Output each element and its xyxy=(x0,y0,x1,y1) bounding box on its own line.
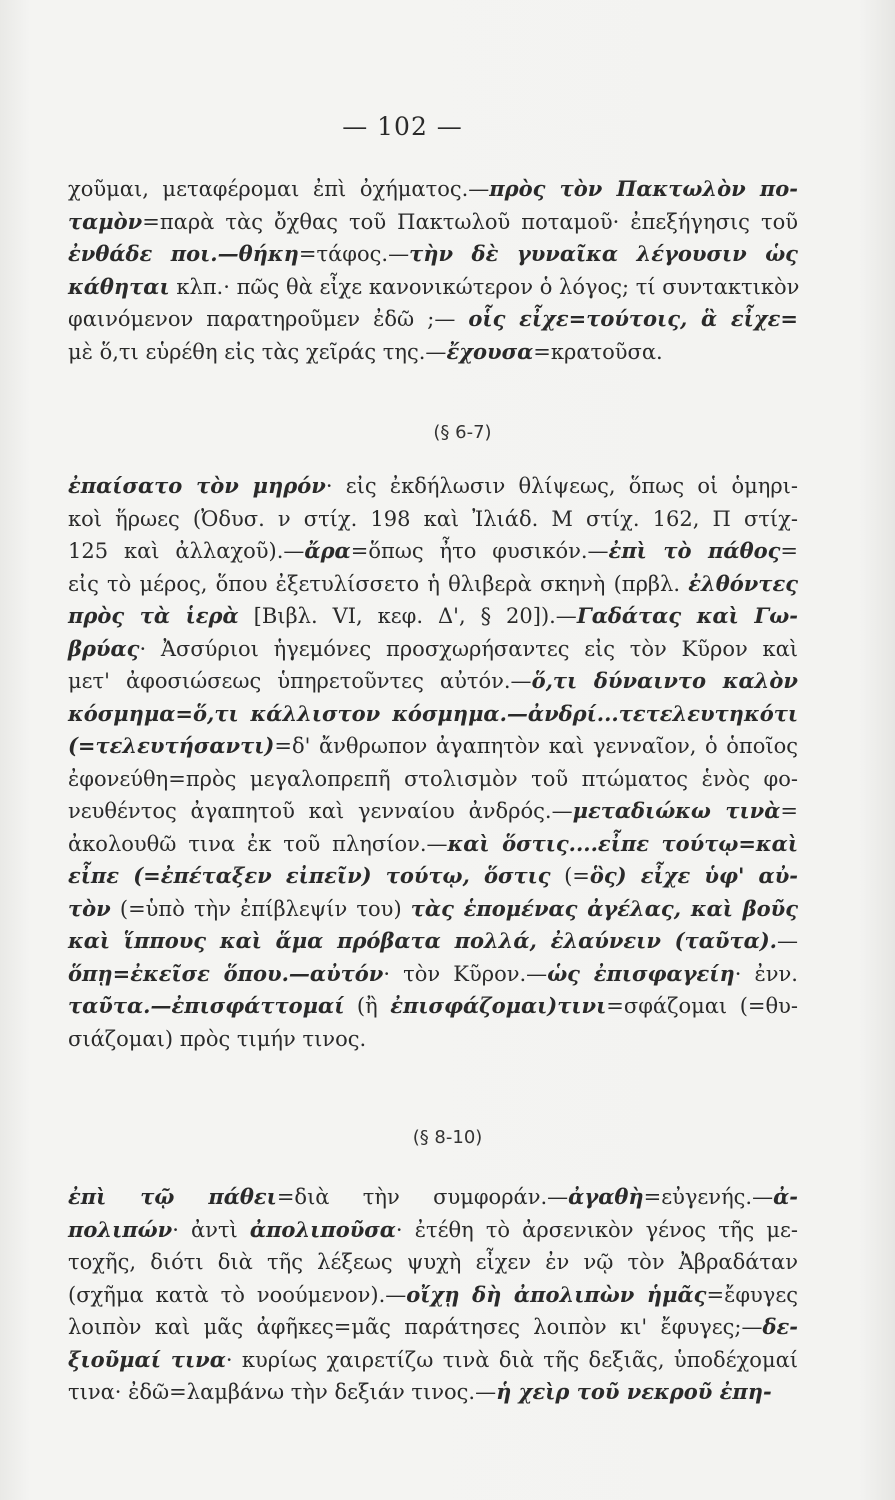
lemma-text: εἶπε (=ἐπέταξεν εἰπεῖν) τούτῳ, ὅστις xyxy=(68,863,551,888)
text-line xyxy=(68,763,798,796)
text-line xyxy=(68,1246,798,1279)
section-heading-6-7: (§ 6-7) xyxy=(433,422,492,443)
gloss-text: 125 καὶ ἀλλαχοῦ).— xyxy=(68,539,305,563)
text-line xyxy=(68,271,798,304)
text-line xyxy=(68,1023,798,1056)
lemma-text: οἷς εἶχε=τούτοις, ἃ εἶχε= xyxy=(468,306,798,331)
lemma-text: ἀγαθὴ xyxy=(568,1184,644,1209)
gloss-text: · κυρίως χαιρετίζω τινὰ διὰ τῆς δεξιᾶς, ὑποδέχομαί xyxy=(225,1347,799,1372)
lemma-text: τὴν δὲ γυναῖκα λέγουσιν ὡς xyxy=(409,241,798,266)
paragraph-2 xyxy=(68,470,798,1055)
lemma-text: Γαδάτας καὶ Γω- xyxy=(576,603,798,628)
gloss-text: [Βιβλ. VI, κεφ. Δ', § 20]).— xyxy=(238,604,577,628)
gloss-text: (= xyxy=(550,864,590,888)
lemma-text: ἄρα xyxy=(304,538,351,563)
text-line xyxy=(68,925,798,958)
gloss-text: κοὶ ἥρωες (Ὀδυσ. ν στίχ. 198 καὶ Ἰλιάδ. Μ στίχ. 162, Π στίχ- xyxy=(68,506,798,531)
text-line xyxy=(68,535,798,568)
lemma-text: ὅπῃ=ἐκεῖσε ὅπου.—αὐτόν xyxy=(68,960,384,986)
gloss-text: μὲ ὅ,τι εὑρέθη εἰς τὰς χεῖράς της.— xyxy=(68,339,447,364)
lemma-text: καὶ ὅστις....εἶπε τούτῳ=καὶ xyxy=(447,830,798,856)
lemma-text: ἐπαίσατο τὸν μηρόν xyxy=(68,473,326,498)
lemma-text: πρὸς τὸν Πακτωλὸν πο- xyxy=(489,176,798,201)
gloss-text: εἰς τὸ μέρος, ὅπου ἐξετυλίσσετο ἡ θλιβερὰ σκηνὴ (πρβλ. xyxy=(68,571,689,596)
gloss-text: =δ' ἄνθρωπον ἀγαπητὸν καὶ γενναῖον, ὁ ὁποῖος xyxy=(274,734,798,758)
gloss-text: τοχῆς, διότι διὰ τῆς λέξεως ψυχὴ εἶχεν ἐν νῷ τὸν Ἀβραδάταν xyxy=(68,1250,798,1274)
gloss-text: · Ἀσσύριοι ἡγεμόνες προσχωρήσαντες εἰς τὸν Κῦρον καὶ xyxy=(139,636,798,661)
gloss-text: · τὸν Κῦρον.— xyxy=(383,961,548,986)
gloss-text: = xyxy=(780,799,798,823)
text-line xyxy=(68,336,798,369)
section-heading-8-10: (§ 8-10) xyxy=(412,1127,483,1148)
gloss-text: =κρατοῦσα. xyxy=(533,339,663,364)
lemma-text: πολιπών xyxy=(68,1216,173,1242)
lemma-text: οἴχῃ δὴ ἀπολιπὼν ἡμᾶς xyxy=(406,1281,707,1307)
text-line xyxy=(68,1311,798,1344)
text-line xyxy=(68,990,798,1023)
gloss-text: ἐφονεύθη=πρὸς μεγαλοπρεπῆ στολισμὸν τοῦ πτώματος ἑνὸς φο- xyxy=(68,766,798,791)
gloss-text: =ὅπως ἦτο φυσικόν.— xyxy=(350,539,609,563)
gloss-text: νευθέντος ἀγαπητοῦ καὶ γενναίου ἀνδρός.— xyxy=(68,799,573,823)
lemma-text: (=τελευτήσαντι) xyxy=(68,733,275,758)
paragraph-1 xyxy=(68,173,798,368)
text-line xyxy=(68,1181,798,1214)
lemma-text: ὅ,τι δύναιντο καλὸν xyxy=(531,668,798,693)
gloss-text: = xyxy=(780,539,798,563)
gloss-text: · ἐνν. xyxy=(734,961,798,986)
lemma-text: ξιοῦμαί τινα xyxy=(68,1346,226,1372)
text-line xyxy=(68,470,798,503)
lemma-text: μεταδιώκω τινὰ xyxy=(572,798,781,823)
gloss-text: =διὰ τὴν συμφοράν.— xyxy=(276,1185,569,1209)
text-line xyxy=(68,503,798,536)
gloss-text: (=ὑπὸ τὴν ἐπίβλεψίν του) xyxy=(110,896,411,921)
lemma-text: κόσμημα=ὅ,τι κάλλιστον κόσμημα.—ἀνδρί...τετελευτηκότι xyxy=(68,700,798,726)
gloss-text: =παρὰ τὰς ὄχθας τοῦ Πακτωλοῦ ποταμοῦ· ἐπεξήγησις τοῦ xyxy=(142,209,798,234)
lemma-text: ἐλθόντες xyxy=(688,570,798,596)
text-line xyxy=(68,698,798,731)
gloss-text: κλπ.· πῶς θὰ εἶχε κανονικώτερον ὁ λόγος; τί συντακτικὸν xyxy=(169,274,800,299)
gloss-text: μετ' ἀφοσιώσεως ὑπηρετοῦντες αὐτόν.— xyxy=(68,669,532,693)
gloss-text: =τάφος.— xyxy=(298,242,410,266)
text-line xyxy=(68,568,798,601)
lemma-text: πρὸς τὰ ἱερὰ xyxy=(68,603,239,628)
lemma-text: καὶ ἵππους καὶ ἅμα πρόβατα πολλά, ἐλαύνειν (ταῦτα). xyxy=(68,928,777,953)
gloss-text: φαινόμενον παρατηροῦμεν ἐδῶ ;— xyxy=(68,307,469,331)
lemma-text: κάθηται xyxy=(68,273,170,299)
lemma-text: ταμὸν xyxy=(68,208,143,234)
gloss-text: σιάζομαι) πρὸς τιμήν τινος. xyxy=(68,1026,367,1051)
text-line xyxy=(68,1344,798,1377)
lemma-text: ταῦτα.—ἐπισφάττομαί xyxy=(68,993,345,1018)
text-line xyxy=(68,1214,798,1247)
text-line xyxy=(68,238,798,271)
text-line xyxy=(68,206,798,239)
gloss-text: (ἢ xyxy=(344,994,391,1018)
paragraph-3 xyxy=(68,1181,798,1409)
text-line xyxy=(68,828,798,861)
text-line xyxy=(68,303,798,336)
gloss-text: · ἐτέθη τὸ ἀρσενικὸν γένος τῆς με- xyxy=(395,1217,798,1242)
gloss-text: · εἰς ἐκδήλωσιν θλίψεως, ὅπως οἱ ὁμηρι- xyxy=(325,474,798,498)
text-line xyxy=(68,665,798,698)
lemma-text: δε- xyxy=(762,1314,798,1339)
gloss-text: χοῦμαι, μεταφέρομαι ἐπὶ ὀχήματος.— xyxy=(68,177,490,201)
lemma-text: ὃς) εἶχε ὑφ' αὐ- xyxy=(589,863,798,888)
lemma-text: ἐπὶ τὸ πάθος xyxy=(608,538,781,563)
gloss-text: =εὐγενής.— xyxy=(643,1185,774,1209)
lemma-text: ἔχουσα xyxy=(446,338,534,364)
gloss-text: — xyxy=(777,929,798,953)
text-line xyxy=(68,730,798,763)
lemma-text: τὰς ἑπομένας ἀγέλας, καὶ βοῦς xyxy=(410,895,798,921)
gloss-text: λοιπὸν καὶ μᾶς ἀφῆκες=μᾶς παράτησες λοιπὸν κι' ἔφυγες;— xyxy=(68,1315,763,1339)
gloss-text: =σφάζομαι (=θυ- xyxy=(606,994,798,1018)
lemma-text: ἐπὶ τῷ πάθει xyxy=(68,1184,277,1209)
text-line xyxy=(68,1376,798,1409)
gloss-text: · ἀντὶ xyxy=(172,1217,250,1242)
page-number: — 102 — xyxy=(342,112,463,141)
lemma-text: βρύας xyxy=(68,635,140,661)
lemma-text: ἐπισφάζομαι)τινι xyxy=(390,993,607,1018)
gloss-text: =ἔφυγες xyxy=(706,1282,798,1307)
text-line xyxy=(68,860,798,893)
lemma-text: ἀπολιποῦσα xyxy=(249,1216,396,1242)
text-line xyxy=(68,893,798,926)
gloss-text: ἀκολουθῶ τινα ἐκ τοῦ πλησίον.— xyxy=(68,831,448,856)
lemma-text: ἡ χεὶρ τοῦ νεκροῦ ἐπη- xyxy=(496,1379,772,1404)
lemma-text: ἀ- xyxy=(773,1184,798,1209)
gloss-text: (σχῆμα κατὰ τὸ νοούμενον).— xyxy=(68,1282,407,1307)
lemma-text: ὡς ἐπισφαγείη xyxy=(547,960,735,986)
text-line xyxy=(68,1279,798,1312)
text-line xyxy=(68,958,798,991)
text-line xyxy=(68,633,798,666)
gloss-text: τινα· ἐδῶ=λαμβάνω τὴν δεξιάν τινος.— xyxy=(68,1380,497,1404)
text-line xyxy=(68,795,798,828)
lemma-text: ἐνθάδε ποι.—θήκη xyxy=(68,241,299,266)
lemma-text: τὸν xyxy=(68,895,111,921)
text-line xyxy=(68,173,798,206)
text-line xyxy=(68,600,798,633)
